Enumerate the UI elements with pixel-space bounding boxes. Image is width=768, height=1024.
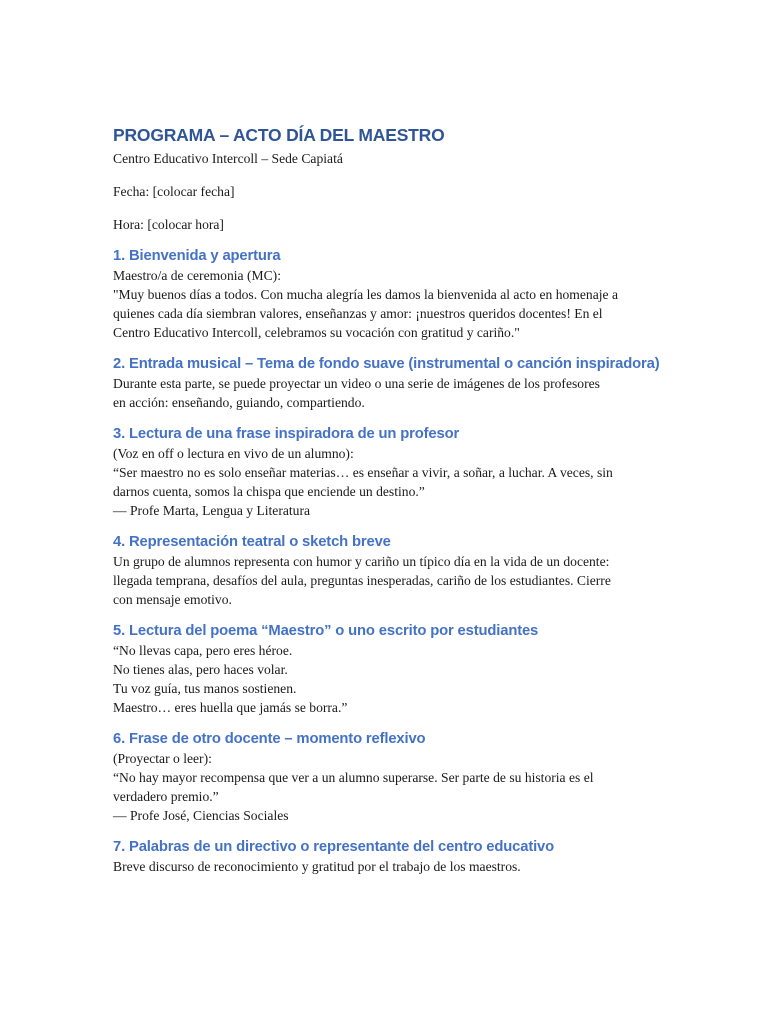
document-content <box>113 125 658 876</box>
poem-line: Maestro… eres huella que jamás se borra.” <box>113 700 348 715</box>
section-line: Durante esta parte, se puede proyectar un video o una serie de imágenes de los profesores <box>113 376 600 391</box>
section-line: Breve discurso de reconocimiento y gratitud por el trabajo de los maestros. <box>113 859 521 874</box>
section-line: “No hay mayor recompensa que ver a un alumno superarse. Ser parte de su historia es el <box>113 770 594 785</box>
section-line: verdadero premio.” <box>113 789 219 804</box>
section-heading: 2. Entrada musical – Tema de fondo suave (instrumental o canción inspiradora) <box>113 356 660 372</box>
section-line: darnos cuenta, somos la chispa que enciende un destino.” <box>113 484 425 499</box>
poem-line: No tienes alas, pero haces volar. <box>113 662 288 677</box>
section-body <box>113 444 658 520</box>
section-line: (Proyectar o leer): <box>113 751 212 766</box>
section-body <box>113 749 658 825</box>
poem-line: Tu voz guía, tus manos sostienen. <box>113 681 297 696</box>
section-line: Maestro/a de ceremonia (MC): <box>113 268 281 283</box>
document-subtitle: Centro Educativo Intercoll – Sede Capiatá <box>113 151 343 166</box>
section-heading: 7. Palabras de un directivo o representante del centro educativo <box>113 839 555 855</box>
section-line: — Profe José, Ciencias Sociales <box>113 808 289 823</box>
section-line: Centro Educativo Intercoll, celebramos su vocación con gratitud y cariño." <box>113 325 520 340</box>
section-heading: 6. Frase de otro docente – momento reflexivo <box>113 731 426 747</box>
section-3 <box>113 424 658 520</box>
section-heading: 1. Bienvenida y apertura <box>113 248 281 264</box>
section-heading: 3. Lectura de una frase inspiradora de un profesor <box>113 426 460 442</box>
date-line: Fecha: [colocar fecha] <box>113 184 235 199</box>
section-4 <box>113 532 658 609</box>
section-body <box>113 552 658 609</box>
document-title: PROGRAMA – ACTO DÍA DEL MAESTRO <box>113 125 445 145</box>
section-5 <box>113 621 658 717</box>
section-heading: 5. Lectura del poema “Maestro” o uno escrito por estudiantes <box>113 623 539 639</box>
time-line: Hora: [colocar hora] <box>113 217 224 232</box>
poem-line: “No llevas capa, pero eres héroe. <box>113 643 293 658</box>
section-line: — Profe Marta, Lengua y Literatura <box>113 503 311 518</box>
section-line: llegada temprana, desafíos del aula, preguntas inesperadas, cariño de los estudiantes. Cierre <box>113 573 611 588</box>
section-line: quienes cada día siembran valores, enseñanzas y amor: ¡nuestros queridos docentes! En el <box>113 306 603 321</box>
section-line: “Ser maestro no es solo enseñar materias… es enseñar a vivir, a soñar, a luchar. A veces, sin <box>113 465 613 480</box>
section-line: en acción: enseñando, guiando, compartiendo. <box>113 395 365 410</box>
section-line: "Muy buenos días a todos. Con mucha alegría les damos la bienvenida al acto en homenaje a <box>113 287 618 302</box>
section-line: Un grupo de alumnos representa con humor y cariño un típico día en la vida de un docente: <box>113 554 610 569</box>
section-body <box>113 374 658 412</box>
section-body <box>113 857 658 876</box>
section-6 <box>113 729 658 825</box>
section-7 <box>113 837 658 876</box>
section-heading: 4. Representación teatral o sketch breve <box>113 534 391 550</box>
section-2 <box>113 354 658 412</box>
section-body <box>113 266 658 342</box>
section-1 <box>113 246 658 342</box>
section-line: (Voz en off o lectura en vivo de un alumno): <box>113 446 354 461</box>
section-line: con mensaje emotivo. <box>113 592 232 607</box>
section-body <box>113 641 658 717</box>
